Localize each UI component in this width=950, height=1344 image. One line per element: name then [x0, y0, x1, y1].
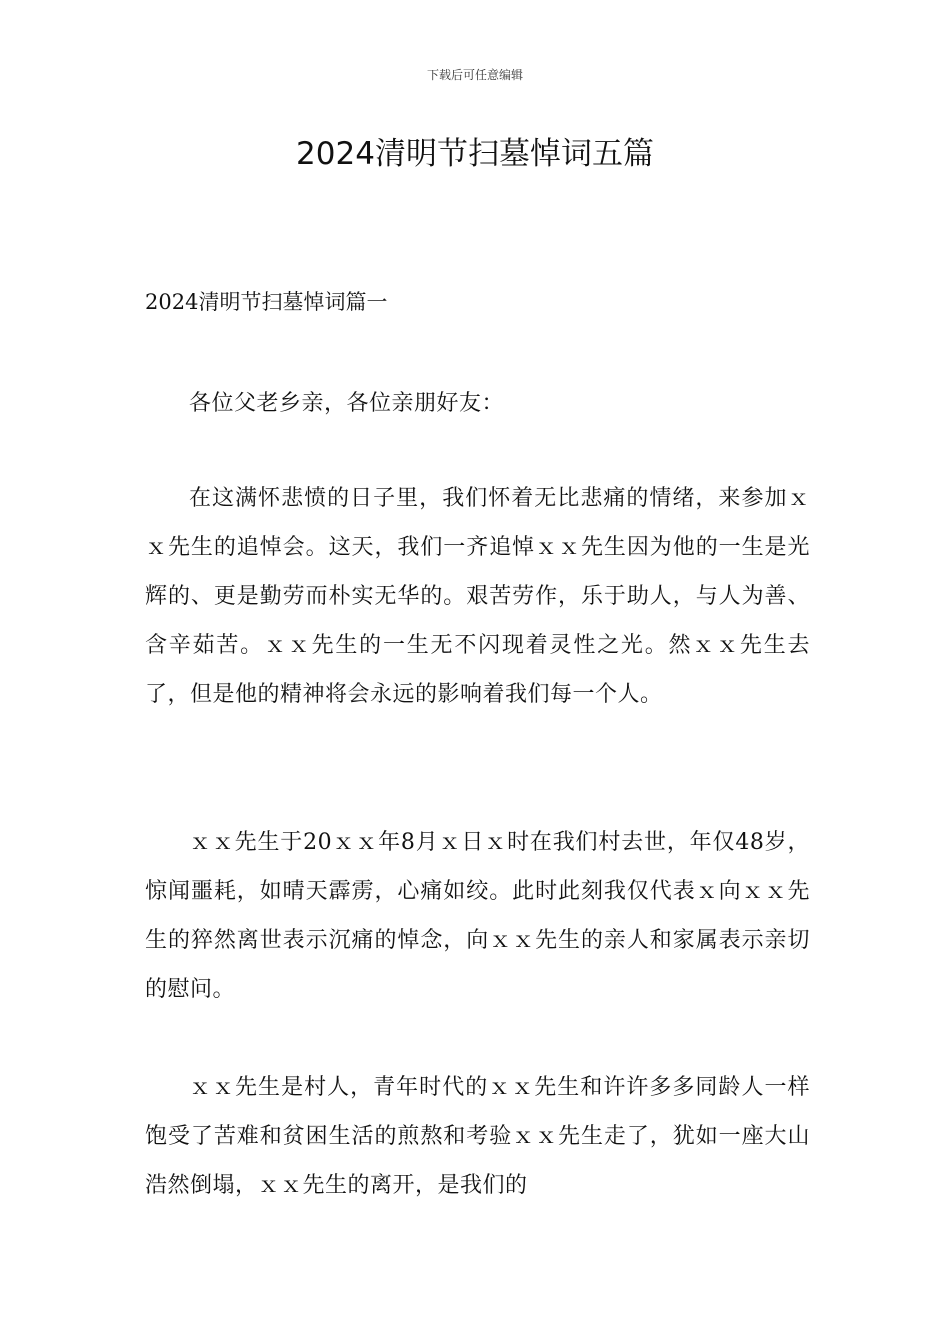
section-heading: 2024清明节扫墓悼词篇一 [145, 290, 388, 314]
header-note: 下载后可任意编辑 [426, 68, 523, 82]
body-paragraph: ｘｘ先生是村人，青年时代的ｘｘ先生和许许多多同龄人一样饱受了苦难和贫困生活的煎熬和考验ｘｘ先生走了，犹如一座大山浩然倒塌，ｘｘ先生的离开，是我们的 [145, 1075, 810, 1198]
body-paragraph: 在这满怀悲愤的日子里，我们怀着无比悲痛的情绪，来参加ｘｘ先生的追悼会。这天，我们一齐追悼ｘｘ先生因为他的一生是光辉的、更是勤劳而朴实无华的。艰苦劳作，乐于助人，与人为善、含辛茹苦。ｘｘ先生的一生无不闪现着灵性之光。然ｘｘ先生去了，但是他的精神将会永远的影响着我们每一个人。 [145, 486, 810, 707]
salutation-paragraph: 各位父老乡亲，各位亲朋好友： [189, 391, 505, 416]
body-paragraph: ｘｘ先生于20ｘｘ年8月ｘ日ｘ时在我们村去世，年仅48岁，惊闻噩耗，如晴天霹雳，心痛如绞。此时此刻我仅代表ｘ向ｘｘ先生的猝然离世表示沉痛的悼念，向ｘｘ先生的亲人和家属表示亲切的慰问。 [145, 830, 810, 1002]
document-title: 2024清明节扫墓悼词五篇 [296, 136, 654, 172]
